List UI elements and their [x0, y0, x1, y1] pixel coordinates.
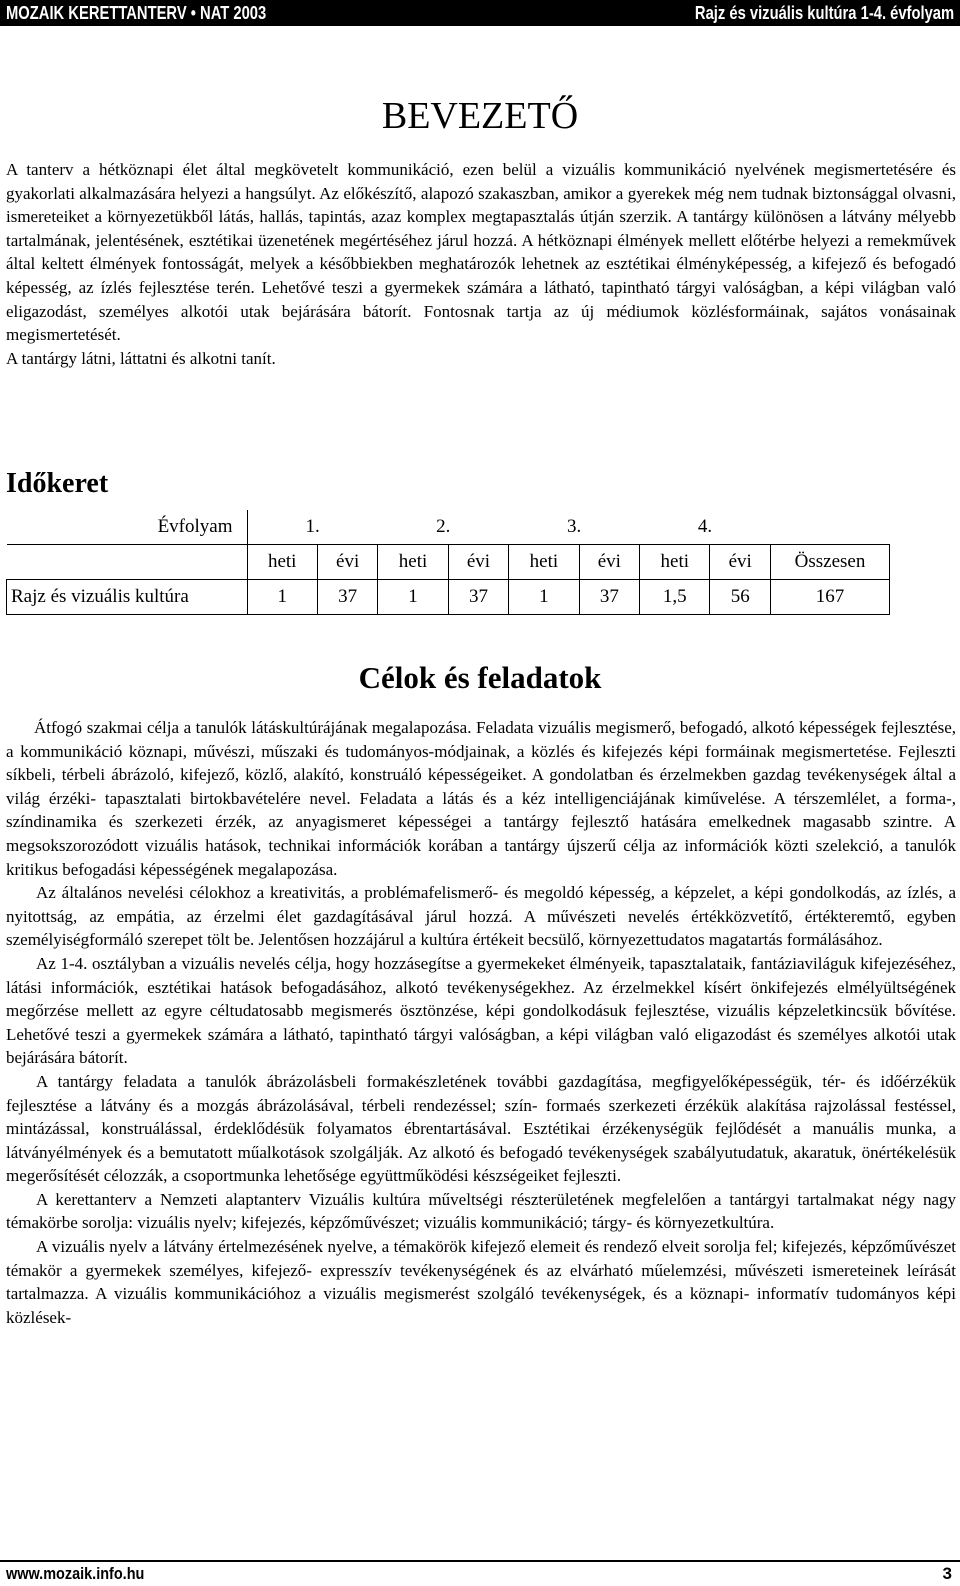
goals-section	[6, 716, 956, 1329]
table-cell: 2.	[436, 516, 451, 537]
footer-url-link[interactable]: www.mozaik.info.hu	[6, 1564, 145, 1583]
goals-paragraph-1: Átfogó szakmai célja a tanulók látáskultúrájának megalapozása. Feladata vizuális megismerő, befogadó, alkotó képességek fejlesztése, a kommunikáció köznapi, művészi, műszaki és tudományos-módjainak, a közlés és kifejezés képi formáinak megismertetése. Fejleszti síkbeli, térbeli ábrázoló, kifejező, közlő, alakító, konstruáló képességeiket. A gondolatban és érzelmekben gazdag tevékenységek által a világ érzéki- tapasztalati birtokbavételére nevel. Feladata a látás és a kéz intelligenciájának kiművelése. A térszemlélet, a forma-, színdinamika és szerkezeti érzék, az anyagismeret képességei a tantárgy fejlesztő hatására emelkednek magasabb szintre. A megsokszorozódott vizuális hatások, technikai információk korában a tantárgy újszerű célja az információk közti szelekció, a tanulók kritikus befogadási képességének megalapozása.	[6, 718, 956, 879]
timeframe-heading: Időkeret	[6, 468, 109, 499]
intro-paragraph-1: A tanterv a hétköznapi élet által megkövetelt kommunikáció, ezen belül a vizuális kommunikáció nyelvének megismertetésére és gyakorlati alkalmazására helyezi a hangsúlyt. Az előkészítő, alapozó szakaszban, amikor a gyerekek még nem tudnak biztonsággal olvasni, ismereteiket a környezetükből látás, hallás, tapintás, azaz komplex megtapasztalás útján szerzik. A tantárgy különösen a látvány mélyebb tartalmának, jelentésének, esztétikai üzenetének megértéséhez járul hozzá. A hétköznapi élmények mellett előtérbe helyezi a remekművek által keltett élmények fontosságát, melyek a későbbiekben meghatározók lehetnek az esztétikai élményképesség, a kifejező és befogadó képesség, az ízlés fejlesztése terén. Lehetővé teszi a gyermekek számára a látható, tapintható tárgyi valóságban, a képi világban való eligazodást, személyes alkotói utak bejárására bátorít. Fontosnak tartja az új médiumok közlésformáinak, sajátos vonásainak megismertetését.	[6, 160, 956, 345]
table-cell: évi	[448, 545, 508, 580]
table-row	[7, 545, 890, 580]
goals-paragraph-6: A vizuális nyelv a látvány értelmezésének nyelve, a témakörök kifejező elemeit és rendező elveit sorolja fel; kifejezés, képzőművészet témakör a gyermekek személyes, kifejező- expresszív tevékenységének és az elvárható műelemzési, művészeti ismereteinek leírását tartalmazza. A vizuális kommunikációhoz a vizuális megismerést szolgáló tevékenységek, és a köznapi- informatív tudományos képi közlések-	[6, 1237, 956, 1327]
table-cell: heti	[509, 545, 579, 580]
table-cell: 1	[509, 580, 579, 615]
table-cell: évi	[710, 545, 771, 580]
page-title: BEVEZETŐ	[381, 95, 579, 137]
goals-paragraph-3: Az 1-4. osztályban a vizuális nevelés célja, hogy hozzásegítse a gyermekeket élményeik, tapasztalataik, fantáziaviláguk kifejezéséhez, látási információk, esztétikai hatások befogadásához, alkotó tevékenységekhez. Az érzelmekkel kísért önkifejezés elmélyültségének megőrzése mellett az egyre céltudatosabb megismerés ösztönzése, képi gondolkodásuk fejlesztése, vizuális képzeletkincsük bővítése. Lehetővé teszi a gyermekek számára a látható, tapintható tárgyi valóságban, a képi világban való eligazodást és személyes alkotói utak bejárására bátorít.	[6, 953, 956, 1068]
table-row	[7, 510, 890, 545]
running-header	[0, 0, 960, 26]
goals-paragraph-4: A tantárgy feladata a tanulók ábrázolásbeli formakészletének további gazdagítása, megfigyelőképességük, tér- és időérzékük fejlesztése a látvány és a mozgás ábrázolásával, térbeli rendezéssel; szín- formaés szerkezeti érzékük alakítása rajzolással festéssel, mintázással, konstruálással, érdeklődésük folyamatos ébrentartásával. Esztétikai érzékenységük fejlődését a manuális munka, a látványélmények és a bemutatott műalkotások szolgálják. Az alkotó és befogadó tevékenységek szabályutudatuk, akaratuk, önértékelésük megerősítését célozzák, a csoportmunka lehetősége együttműködési készségeiket fejleszti.	[6, 1071, 956, 1186]
table-cell	[7, 545, 248, 580]
timeframe-table	[6, 510, 890, 615]
table-cell: Rajz és vizuális kultúra	[7, 580, 248, 615]
table-row	[7, 580, 890, 615]
table-cell: 37	[579, 580, 639, 615]
table-cell: 1	[378, 580, 448, 615]
goals-heading: Célok és feladatok	[358, 660, 602, 695]
table-cell: heti	[640, 545, 710, 580]
table-cell: 56	[710, 580, 771, 615]
table-cell: 37	[448, 580, 508, 615]
table-cell: 37	[317, 580, 377, 615]
table-cell: 1.	[305, 516, 320, 537]
table-cell: Összesen	[771, 545, 890, 580]
table-cell: 3.	[567, 516, 582, 537]
goals-paragraph-5: A kerettanterv a Nemzeti alaptanterv Vizuális kultúra műveltségi részterületének megfelelően a tantárgyi tartalmakat négy nagy témakörbe sorolja: vizuális nyelv; kifejezés, képzőművészet; vizuális kommunikáció; tárgy- és környezetkultúra.	[6, 1189, 956, 1233]
table-cell: 167	[771, 580, 890, 615]
table-cell: évi	[317, 545, 377, 580]
header-subject-title: Rajz és vizuális kultúra 1-4. évfolyam	[694, 3, 954, 23]
header-series-title: MOZAIK KERETTANTERV • NAT 2003	[6, 3, 267, 23]
table-cell: 1	[247, 580, 317, 615]
table-cell: évi	[579, 545, 639, 580]
table-cell: heti	[378, 545, 448, 580]
table-cell	[771, 510, 890, 545]
table-cell: 1,5	[640, 580, 710, 615]
page-footer	[0, 1560, 960, 1586]
table-cell: heti	[247, 545, 317, 580]
table-cell: 4.	[697, 516, 713, 537]
intro-section	[6, 158, 956, 370]
table-cell: Évfolyam	[7, 510, 248, 545]
intro-paragraph-2: A tantárgy látni, láttatni és alkotni tanít.	[6, 348, 276, 368]
goals-paragraph-2: Az általános nevelési célokhoz a kreativitás, a problémafelismerő- és megoldó képesség, a képzelet, a képi gondolkodás, az ízlés, a nyitottság, az empátia, az érzelmi élet gazdagításával járul hozzá. A művészeti nevelés értékközvetítő, értékteremtő, egyben személyiségformáló szerepet tölt be. Jelentősen hozzájárul a kultúra értékeit becsülő, környezettudatos magatartás formálásához.	[6, 883, 956, 950]
page-number: 3	[942, 1564, 952, 1583]
